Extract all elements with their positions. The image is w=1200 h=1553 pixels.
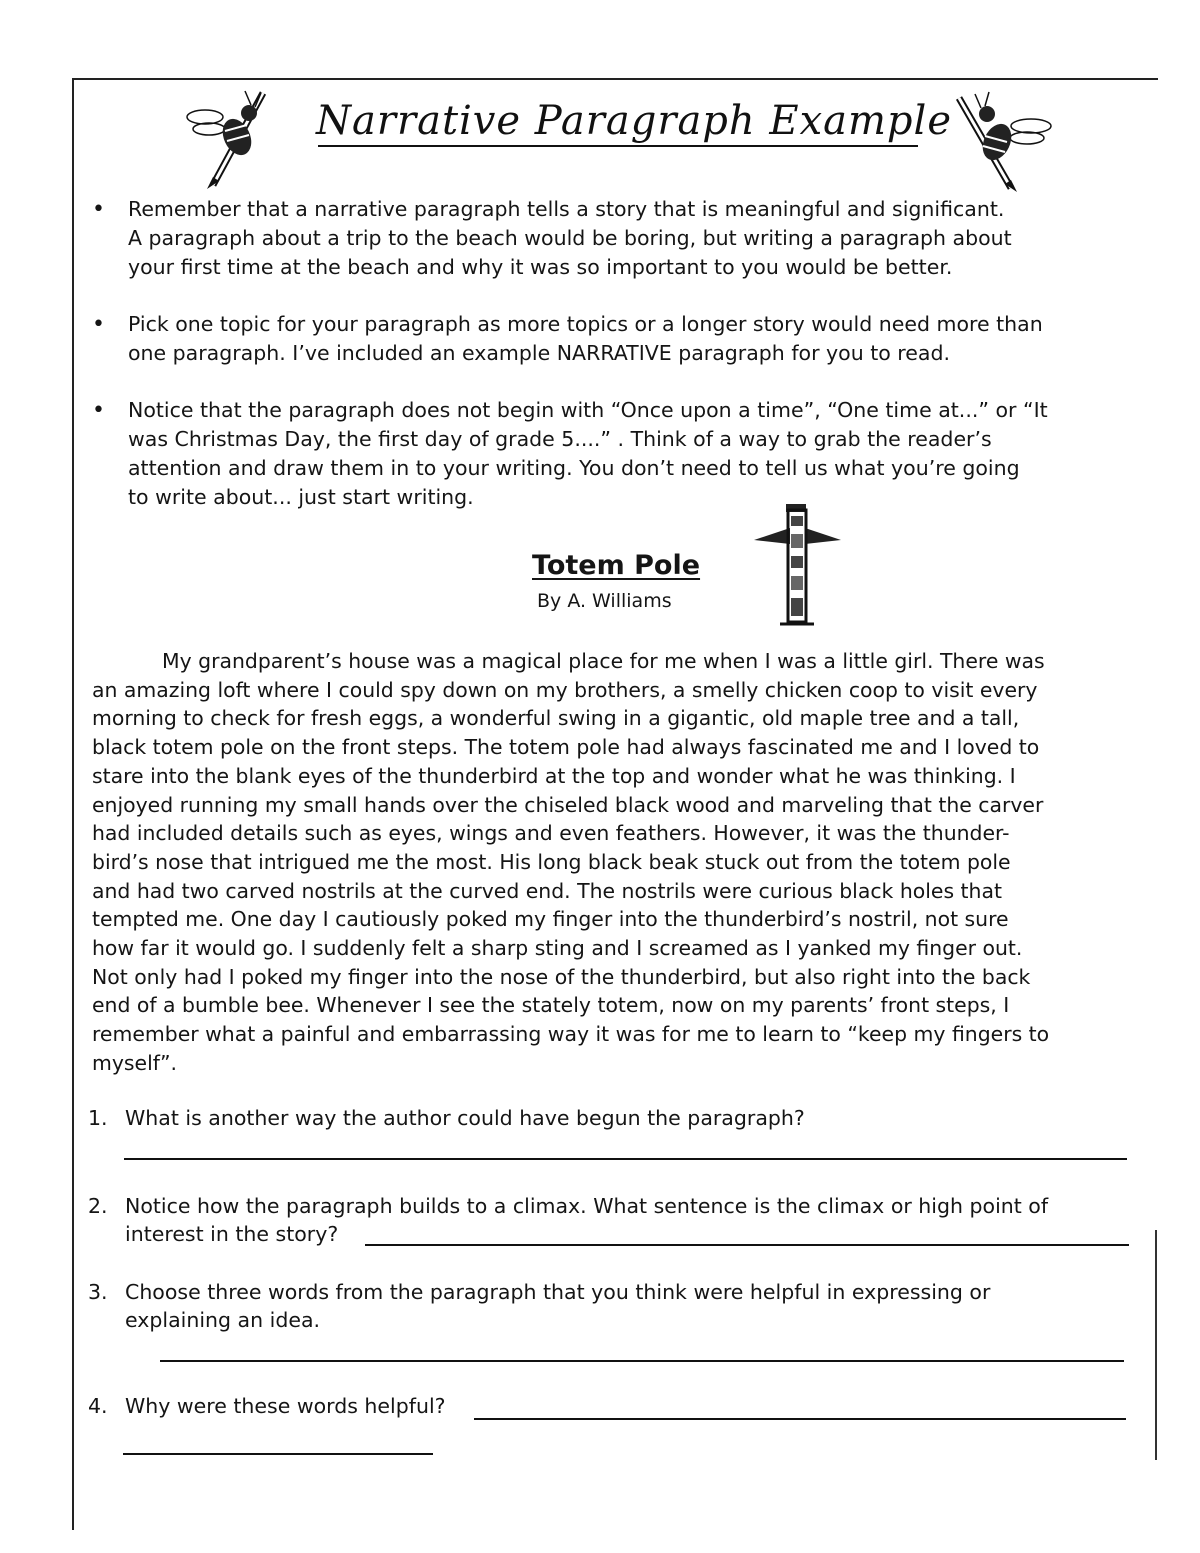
story-line: tempted me. One day I cautiously poked my finger into the thunderbird’s nostril, not sure: [92, 907, 1009, 932]
bullet: •: [92, 312, 105, 337]
instruction-text: [128, 195, 1138, 282]
title-underline: [318, 145, 918, 147]
story-line: My grandparent’s house was a magical place for me when I was a little girl. There was: [162, 649, 1045, 673]
page-title: Narrative Paragraph Example: [316, 98, 952, 144]
instruction-text: [128, 310, 1138, 368]
story-author: By A. Williams: [537, 590, 672, 612]
bullet: •: [92, 197, 105, 222]
page-border-right: [1155, 1230, 1157, 1460]
story-paragraph: [92, 647, 1137, 1078]
question-text: What is another way the author could have begun the paragraph?: [125, 1106, 805, 1130]
bullet: •: [92, 398, 105, 423]
question-number: 4.: [88, 1394, 108, 1418]
story-line: an amazing loft where I could spy down on my brothers, a smelly chicken coop to visit every: [92, 677, 1038, 702]
bee-with-pencil-icon: [185, 85, 285, 190]
story-line: black totem pole on the front steps. The totem pole had always fascinated me and I loved to: [92, 735, 1040, 760]
instruction-line: one paragraph. I’ve included an example NARRATIVE paragraph for you to read.: [128, 341, 950, 365]
story-line: and had two carved nostrils at the curved end. The nostrils were curious black holes that: [92, 878, 1002, 903]
answer-line-2[interactable]: [365, 1244, 1129, 1246]
question-text: Notice how the paragraph builds to a climax. What sentence is the climax or high point of: [125, 1194, 1049, 1218]
bee-with-pencil-icon: [945, 88, 1055, 193]
story-line: how far it would go. I suddenly felt a sharp sting and I screamed as I yanked my finger out.: [92, 936, 1023, 961]
story-line: end of a bumble bee. Whenever I see the stately totem, now on my parents’ front steps, I: [92, 993, 1010, 1018]
story-line: myself”.: [92, 1050, 177, 1075]
question-text: Choose three words from the paragraph that you think were helpful in expressing or: [125, 1280, 991, 1304]
instruction-line: Notice that the paragraph does not begin with “Once upon a time”, “One time at...” or “It: [128, 398, 1048, 422]
page-border-left: [72, 78, 74, 1530]
question-text: interest in the story?: [125, 1222, 339, 1246]
instruction-line: attention and draw them in to your writing. You don’t need to tell us what you’re going: [128, 456, 1020, 480]
instruction-line: A paragraph about a trip to the beach would be boring, but writing a paragraph about: [128, 226, 1012, 250]
instruction-line: was Christmas Day, the first day of grade 5....” . Think of a way to grab the reader’s: [128, 427, 992, 451]
question-number: 2.: [88, 1194, 108, 1218]
instruction-text: [128, 396, 1138, 512]
story-line: enjoyed running my small hands over the chiseled black wood and marveling that the carver: [92, 792, 1044, 817]
question-text: explaining an idea.: [125, 1308, 321, 1332]
story-line: morning to check for fresh eggs, a wonderful swing in a gigantic, old maple tree and a tall,: [92, 706, 1020, 731]
question-text: Why were these words helpful?: [125, 1394, 446, 1418]
instruction-line: Pick one topic for your paragraph as more topics or a longer story would need more than: [128, 312, 1043, 336]
answer-line-4a[interactable]: [474, 1418, 1126, 1420]
question-number: 3.: [88, 1280, 108, 1304]
story-line: Not only had I poked my finger into the nose of the thunderbird, but also right into the back: [92, 964, 1031, 989]
instruction-line: to write about... just start writing.: [128, 485, 474, 509]
story-line: bird’s nose that intrigued me the most. His long black beak stuck out from the totem pole: [92, 849, 1011, 874]
story-line: remember what a painful and embarrassing way it was for me to learn to “keep my fingers to: [92, 1022, 1050, 1047]
answer-line-4b[interactable]: [123, 1453, 433, 1455]
story-line: stare into the blank eyes of the thunderbird at the top and wonder what he was thinking. I: [92, 763, 1016, 788]
question-number: 1.: [88, 1106, 108, 1130]
page-border-top: [72, 78, 1158, 80]
story-title: Totem Pole: [532, 550, 701, 581]
instruction-line: your first time at the beach and why it was so important to you would be better.: [128, 255, 953, 279]
answer-line-3[interactable]: [160, 1360, 1124, 1362]
totem-pole-icon: [750, 500, 845, 630]
story-line: had included details such as eyes, wings and even feathers. However, it was the thunder-: [92, 821, 1010, 846]
instruction-line: Remember that a narrative paragraph tells a story that is meaningful and significant.: [128, 197, 1005, 221]
answer-line-1[interactable]: [124, 1158, 1127, 1160]
